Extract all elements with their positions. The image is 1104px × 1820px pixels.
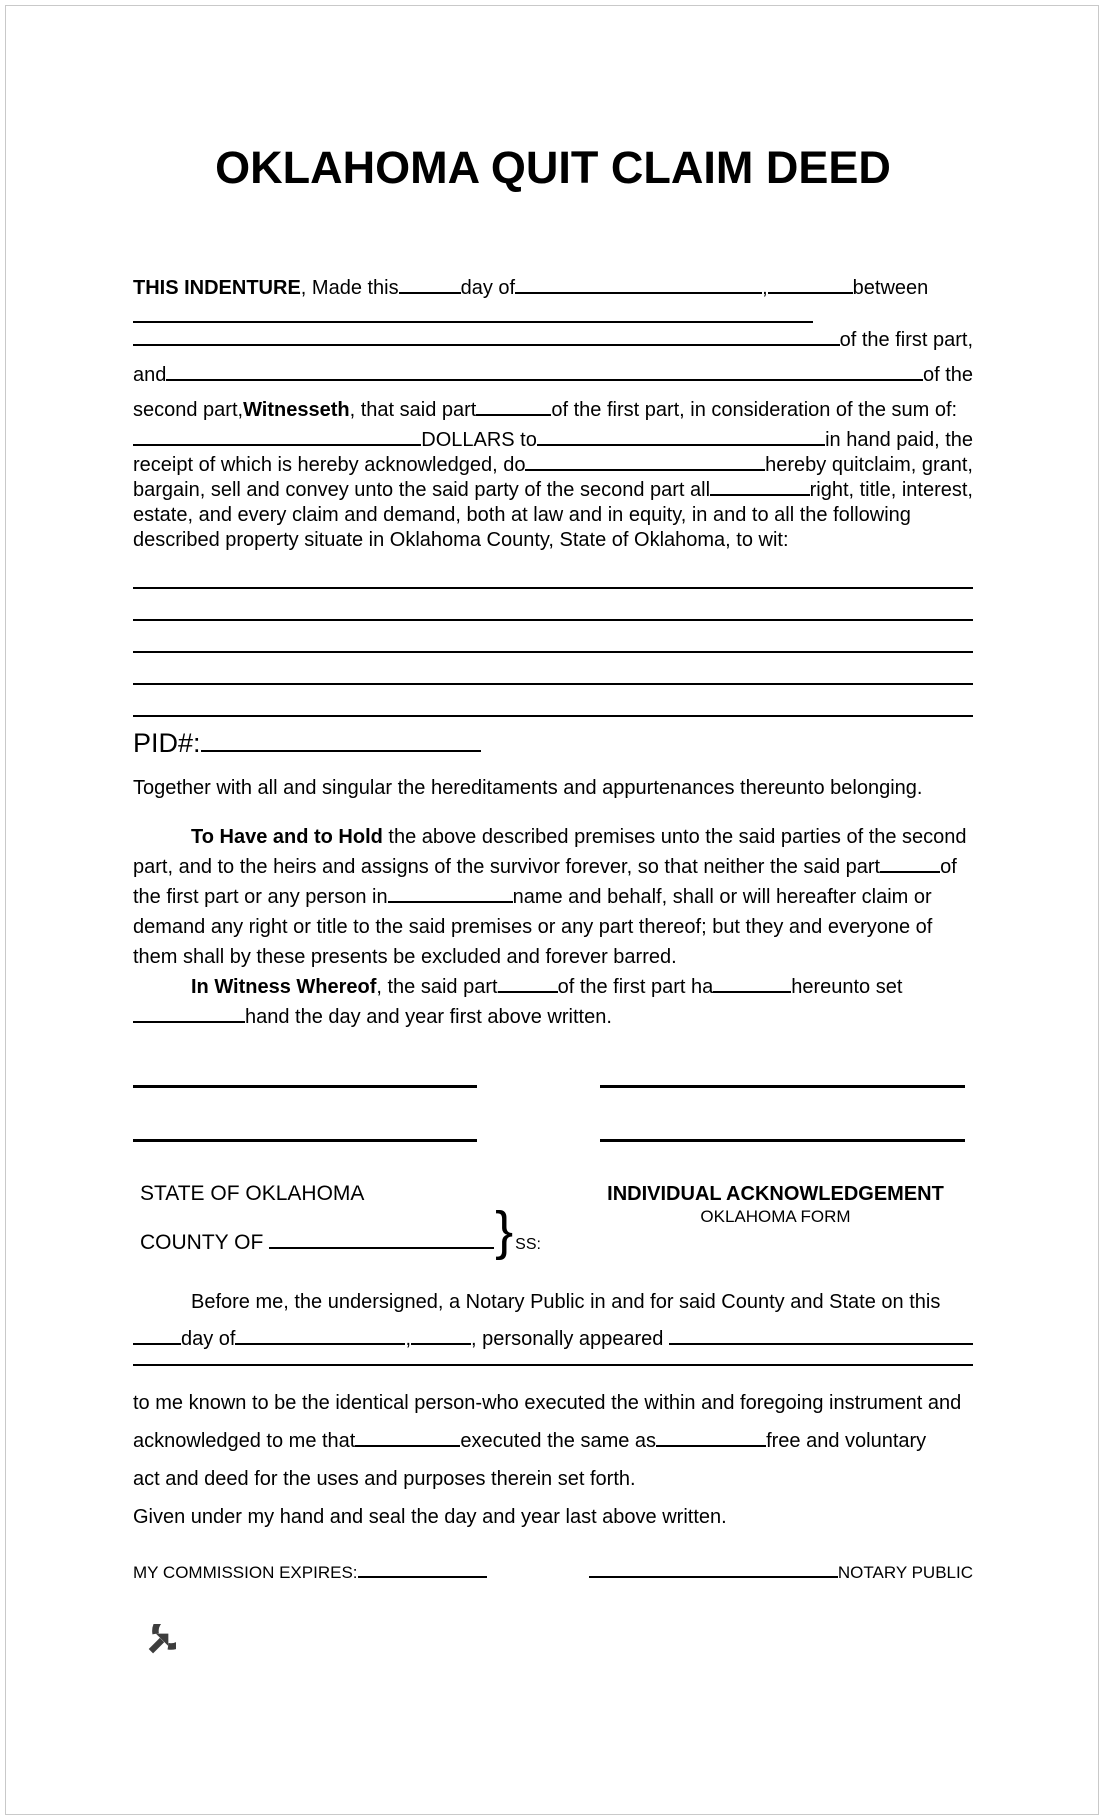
indenture-line-9 — [133, 503, 973, 528]
pid-field[interactable] — [201, 735, 481, 752]
text-run: DOLLARS to — [421, 429, 537, 451]
text-run: to me known to be the identical person-who executed the within and foregoing instrument and — [133, 1392, 962, 1414]
party-suffix-field[interactable] — [476, 399, 551, 416]
property-description-line-3[interactable] — [133, 621, 973, 653]
property-description-line-1[interactable] — [133, 557, 973, 589]
property-description-line-2[interactable] — [133, 589, 973, 621]
text-run: act and deed for the uses and purposes therein set forth. — [133, 1468, 636, 1490]
document-title: OKLAHOMA QUIT CLAIM DEED — [215, 142, 891, 193]
text-run: day of — [181, 1328, 236, 1350]
grantor-signature-field-2[interactable] — [600, 1075, 965, 1088]
text-run: of the first part or any person in — [133, 856, 957, 908]
does-field[interactable] — [525, 454, 765, 471]
property-description-line-5[interactable] — [133, 685, 973, 717]
possessive-field[interactable] — [133, 1006, 245, 1023]
text-run: NOTARY PUBLIC — [837, 1563, 973, 1582]
indenture-line-10 — [133, 528, 973, 553]
text-run: acknowledged to me that — [133, 1430, 356, 1452]
possessive-field[interactable] — [656, 1430, 766, 1447]
text-run: day of — [460, 277, 516, 299]
month-field[interactable] — [515, 277, 762, 294]
dollar-amount-field[interactable] — [133, 429, 421, 446]
acknowledgement-header — [133, 1180, 973, 1268]
grantor-name-field[interactable] — [133, 306, 813, 323]
text-run: THIS INDENTURE — [133, 277, 301, 299]
indenture-line-5 — [133, 393, 973, 428]
party-suffix-field[interactable] — [880, 856, 940, 873]
text-run: Before me, the undersigned, a Notary Public in and for said County and State on this — [191, 1291, 941, 1313]
text-run: executed the same as — [460, 1430, 657, 1452]
text-run: of the first part, in consideration of the sum of: — [551, 399, 958, 421]
brace-glyph: } — [495, 1201, 514, 1261]
year-field[interactable] — [768, 277, 853, 294]
indenture-section — [133, 271, 973, 553]
pronoun-field[interactable] — [710, 479, 810, 496]
party-suffix-field[interactable] — [498, 976, 558, 993]
pronoun-field[interactable] — [355, 1430, 460, 1447]
property-description-line-4[interactable] — [133, 653, 973, 685]
signature-row-1 — [133, 1032, 973, 1088]
text-run: of the — [922, 364, 973, 386]
text-run: , — [762, 277, 768, 299]
act-and-deed-line — [133, 1460, 973, 1498]
text-run: the above described premises unto the said parties of the second part, and to the heirs and assigns of the survivor forever, so that neither the said part — [133, 826, 967, 878]
text-run: receipt of which is hereby acknowledged, do — [133, 454, 526, 476]
given-under-line — [133, 1498, 973, 1536]
indenture-line-1 — [133, 271, 973, 306]
before-me-line — [133, 1288, 973, 1317]
signature-section — [133, 1032, 973, 1142]
text-run: hand the day and year first above written. — [245, 1006, 612, 1028]
indenture-line-3 — [133, 323, 973, 358]
ss-label: SS: — [515, 1236, 541, 1253]
day-field[interactable] — [133, 1328, 181, 1345]
text-run: right, title, interest, — [809, 479, 973, 501]
external-link-circle-icon — [130, 1624, 176, 1670]
document-content — [133, 0, 973, 1670]
grantor-address-field[interactable] — [133, 329, 840, 346]
text-run: second part, — [133, 399, 244, 421]
notary-signature-field[interactable] — [589, 1564, 838, 1578]
grantee-name-field[interactable] — [166, 364, 923, 381]
property-description-section — [133, 557, 973, 717]
grantor-signature-field-4[interactable] — [600, 1129, 965, 1142]
indenture-line-6 — [133, 428, 973, 453]
acknowledgement-body — [133, 1384, 973, 1536]
county-field[interactable] — [269, 1229, 494, 1249]
text-run: hereunto set — [791, 976, 903, 998]
appearer-name-field[interactable] — [669, 1328, 973, 1345]
text-run: STATE OF OKLAHOMA — [140, 1182, 365, 1205]
acknowledged-line — [133, 1422, 973, 1460]
text-run: MY COMMISSION EXPIRES: — [133, 1563, 358, 1582]
text-run: free and voluntary — [766, 1430, 927, 1452]
acknowledgement-heading-block — [603, 1182, 948, 1228]
text-run: hereby quitclaim, grant, — [765, 454, 973, 476]
together-with-line — [133, 776, 973, 801]
text-run: described property situate in Oklahoma County, State of Oklahoma, to wit: — [133, 529, 789, 551]
payee-name-field[interactable] — [537, 429, 825, 446]
text-run: PID#: — [133, 728, 201, 758]
text-run: of the first part ha — [557, 976, 714, 998]
individual-acknowledgement-heading: INDIVIDUAL ACKNOWLEDGEMENT — [607, 1183, 944, 1205]
text-run: COUNTY OF — [140, 1231, 270, 1254]
text-run: name and behalf, shall or will hereafter claim or demand any right or title to the said premises or any part thereof; but they and everyone of them shall by these presents be excluded and forever barred. — [133, 886, 933, 968]
day-field[interactable] — [399, 277, 461, 294]
commission-expiry-field[interactable] — [358, 1564, 487, 1578]
to-have-and-to-hold-paragraph — [133, 822, 973, 972]
text-run: Together with all and singular the hereditaments and appurtenances thereunto belonging. — [133, 777, 923, 799]
text-run: , — [405, 1328, 412, 1350]
text-run: , personally appeared — [471, 1328, 669, 1350]
text-run: In Witness Whereof — [191, 976, 377, 998]
signature-row-2 — [133, 1088, 973, 1142]
text-run: in hand paid, the — [825, 429, 974, 451]
indenture-line-4 — [133, 358, 973, 393]
month-field[interactable] — [235, 1328, 405, 1345]
known-line — [133, 1384, 973, 1422]
text-run: of the first part, — [839, 329, 973, 351]
grantor-signature-field-3[interactable] — [133, 1129, 477, 1142]
verb-suffix-field[interactable] — [713, 976, 791, 993]
text-run: estate, and every claim and demand, both at law and in equity, in and to all the following — [133, 504, 911, 526]
indenture-line-2 — [133, 306, 973, 323]
text-run: Given under my hand and seal the day and year last above written. — [133, 1506, 727, 1528]
text-run: , Made this — [300, 277, 399, 299]
text-run: To Have and to Hold — [191, 826, 383, 848]
pid-line — [133, 725, 973, 761]
grantor-signature-field-1[interactable] — [133, 1075, 477, 1088]
text-run: between — [852, 277, 929, 299]
in-witness-whereof-paragraph — [133, 972, 973, 1032]
text-run: and — [133, 364, 167, 386]
appearer-name-continuation-field[interactable] — [133, 1356, 973, 1366]
year-field[interactable] — [411, 1328, 471, 1345]
text-run: , that said part — [349, 399, 477, 421]
text-run: , the said part — [376, 976, 498, 998]
indenture-line-7 — [133, 453, 973, 478]
text-run: bargain, sell and convey unto the said party of the second part all — [133, 479, 711, 501]
commission-row — [133, 1562, 973, 1584]
possessive-field[interactable] — [388, 886, 513, 903]
indenture-line-8 — [133, 478, 973, 503]
text-run: Witnesseth — [243, 399, 350, 421]
oklahoma-form-subheading: OKLAHOMA FORM — [700, 1207, 851, 1226]
notary-day-line — [133, 1325, 973, 1354]
